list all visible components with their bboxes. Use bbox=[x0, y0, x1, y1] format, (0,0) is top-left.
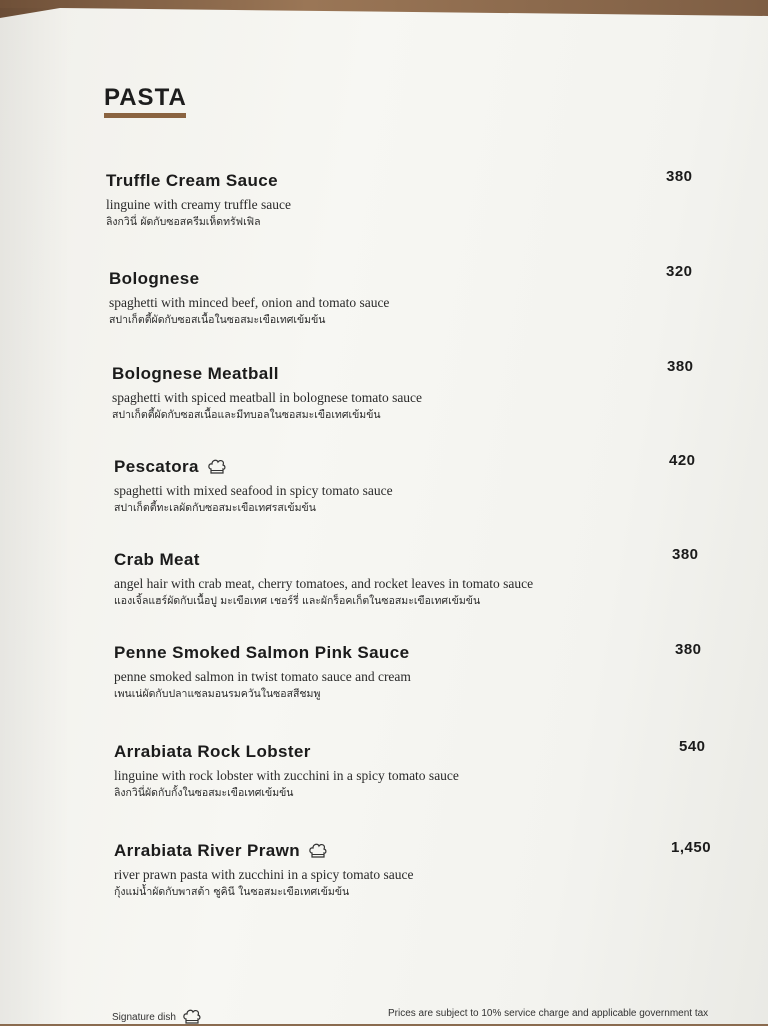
menu-item bbox=[106, 170, 291, 230]
item-name-row bbox=[112, 363, 422, 385]
item-thai-description: สปาเก็ตตี้ผัดกับซอสเนื้อและมีทบอลในซอสมะเขือเทศเข้มข้น bbox=[112, 409, 381, 421]
menu-item bbox=[114, 840, 414, 900]
item-thai-description: เพนเน่ผัดกับปลาแซลมอนรมควันในซอสสีชมพู bbox=[114, 688, 321, 700]
menu-item bbox=[114, 456, 393, 516]
menu-item bbox=[114, 642, 411, 702]
item-name-row bbox=[106, 170, 291, 192]
chef-hat-icon bbox=[308, 842, 328, 860]
item-price: 320 bbox=[666, 263, 693, 280]
item-description: river prawn pasta with zucchini in a spicy tomato sauce bbox=[114, 867, 414, 882]
item-name: Arrabiata River Prawn bbox=[114, 841, 301, 860]
page-shadow bbox=[0, 8, 70, 1024]
item-name-row bbox=[109, 268, 389, 290]
menu-item bbox=[114, 741, 459, 801]
item-name: Penne Smoked Salmon Pink Sauce bbox=[114, 643, 410, 662]
item-description: spaghetti with spiced meatball in bolognese tomato sauce bbox=[112, 390, 423, 405]
item-price: 420 bbox=[669, 452, 696, 469]
item-name-row bbox=[114, 642, 411, 664]
item-name-row bbox=[114, 741, 459, 763]
item-name: Bolognese bbox=[109, 269, 200, 288]
item-description: angel hair with crab meat, cherry tomatoes, and rocket leaves in tomato sauce bbox=[114, 576, 534, 591]
item-thai-description: ลิงกวินี่ ผัดกับซอสครีมเห็ดทรัฟเฟิล bbox=[106, 216, 261, 228]
item-description: penne smoked salmon in twist tomato sauce and cream bbox=[114, 669, 411, 684]
item-thai-description: ลิงกวินี่ผัดกับกั้งในซอสมะเขือเทศเข้มข้น bbox=[114, 787, 294, 799]
item-price: 380 bbox=[666, 168, 693, 185]
item-name-row bbox=[114, 456, 393, 478]
item-description: linguine with rock lobster with zucchini in a spicy tomato sauce bbox=[114, 768, 459, 783]
title-underline bbox=[104, 113, 186, 118]
item-description: linguine with creamy truffle sauce bbox=[106, 197, 291, 212]
item-thai-description: สปาเก็ตตี้ผัดกับซอสเนื้อในซอสมะเขือเทศเข้มข้น bbox=[109, 314, 326, 326]
item-thai-description: แองเจิ้ลแฮร์ผัดกับเนื้อปู มะเขือเทศ เชอร์รี่ และผักร็อคเก็ตในซอสมะเขือเทศเข้มข้น bbox=[114, 595, 481, 607]
signature-legend-label: Signature dish bbox=[112, 1011, 176, 1023]
item-price: 540 bbox=[679, 738, 706, 755]
item-name: Arrabiata Rock Lobster bbox=[114, 742, 311, 761]
item-thai-description: กุ้งแม่น้ำผัดกับพาสต้า ซูคินี ในซอสมะเขือเทศเข้มข้น bbox=[114, 886, 350, 898]
menu-item bbox=[112, 363, 422, 423]
item-price: 380 bbox=[672, 546, 699, 563]
item-name: Pescatora bbox=[114, 457, 199, 476]
item-description: spaghetti with mixed seafood in spicy tomato sauce bbox=[114, 483, 393, 498]
item-price: 380 bbox=[667, 358, 694, 375]
signature-legend bbox=[112, 1008, 202, 1026]
menu-item bbox=[114, 549, 533, 609]
item-name: Bolognese Meatball bbox=[112, 364, 279, 383]
chef-hat-icon bbox=[207, 458, 227, 476]
item-name-row bbox=[114, 840, 414, 862]
item-name: Truffle Cream Sauce bbox=[106, 171, 278, 190]
price-note: Prices are subject to 10% service charge and applicable government tax bbox=[388, 1008, 709, 1019]
item-thai-description: สปาเก็ตตี้ทะเลผัดกับซอสมะเขือเทศรสเข้มข้น bbox=[114, 502, 316, 514]
item-description: spaghetti with minced beef, onion and tomato sauce bbox=[109, 295, 390, 310]
item-price: 1,450 bbox=[671, 839, 712, 856]
item-name-row bbox=[114, 549, 533, 571]
item-price: 380 bbox=[675, 641, 702, 658]
menu-item bbox=[109, 268, 389, 328]
item-name: Crab Meat bbox=[114, 550, 200, 569]
chef-hat-icon bbox=[182, 1008, 202, 1026]
section-title: PASTA bbox=[104, 84, 187, 111]
